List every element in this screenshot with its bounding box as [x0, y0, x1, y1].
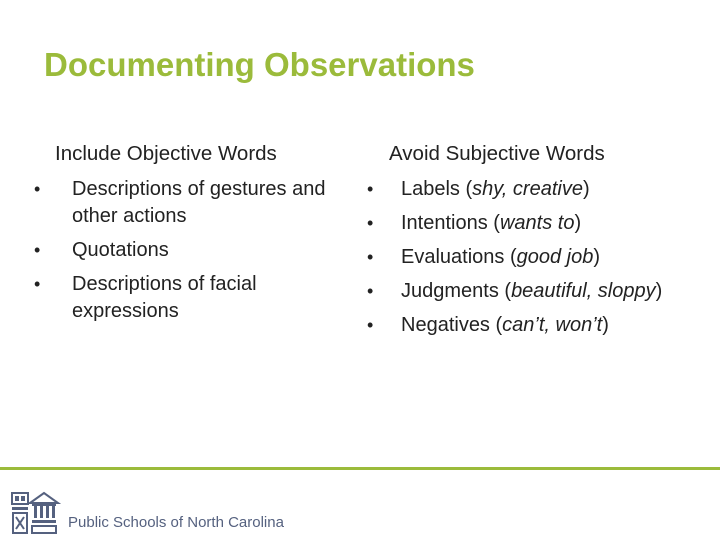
list-item-close: ) [574, 212, 582, 234]
school-building-logo-icon [10, 489, 64, 535]
list-item [365, 176, 685, 203]
list-item-example: wants to [499, 212, 575, 234]
list-item-label: Judgments ( [401, 280, 512, 302]
list-item-label: Negatives ( [401, 314, 503, 336]
subjective-words-heading: Avoid Subjective Words [389, 142, 605, 165]
list-item-label: Intentions ( [401, 212, 500, 234]
subjective-words-column [365, 142, 685, 346]
list-item-example: beautiful, sloppy [511, 280, 656, 302]
list-item-close: ) [602, 314, 609, 336]
list-item-label: Labels ( [401, 178, 473, 200]
list-item-text: Descriptions of facial expressions [72, 273, 257, 322]
slide-title: Documenting Observations [44, 46, 475, 83]
list-item [365, 244, 685, 271]
objective-words-column [28, 142, 348, 332]
objective-words-list [28, 176, 348, 325]
list-item-close: ) [655, 280, 663, 302]
list-item [365, 278, 685, 305]
list-item [365, 312, 685, 339]
subjective-words-list [365, 176, 685, 339]
list-item [28, 271, 348, 325]
objective-words-heading: Include Objective Words [55, 142, 277, 165]
list-item [28, 237, 348, 264]
list-item-close: ) [582, 178, 590, 200]
organization-name: Public Schools of North Carolina [68, 514, 284, 531]
list-item-example: can’t, won’t [502, 314, 603, 336]
list-item-text: Descriptions of gestures and other actions [72, 178, 326, 227]
list-item-close: ) [593, 246, 601, 268]
list-item-example: shy, creative [472, 178, 583, 200]
list-item-text: Quotations [72, 239, 169, 261]
footer-divider [0, 467, 720, 470]
list-item-example: good job [516, 246, 594, 268]
list-item-label: Evaluations ( [401, 246, 517, 268]
list-item [365, 210, 685, 237]
list-item [28, 176, 348, 230]
